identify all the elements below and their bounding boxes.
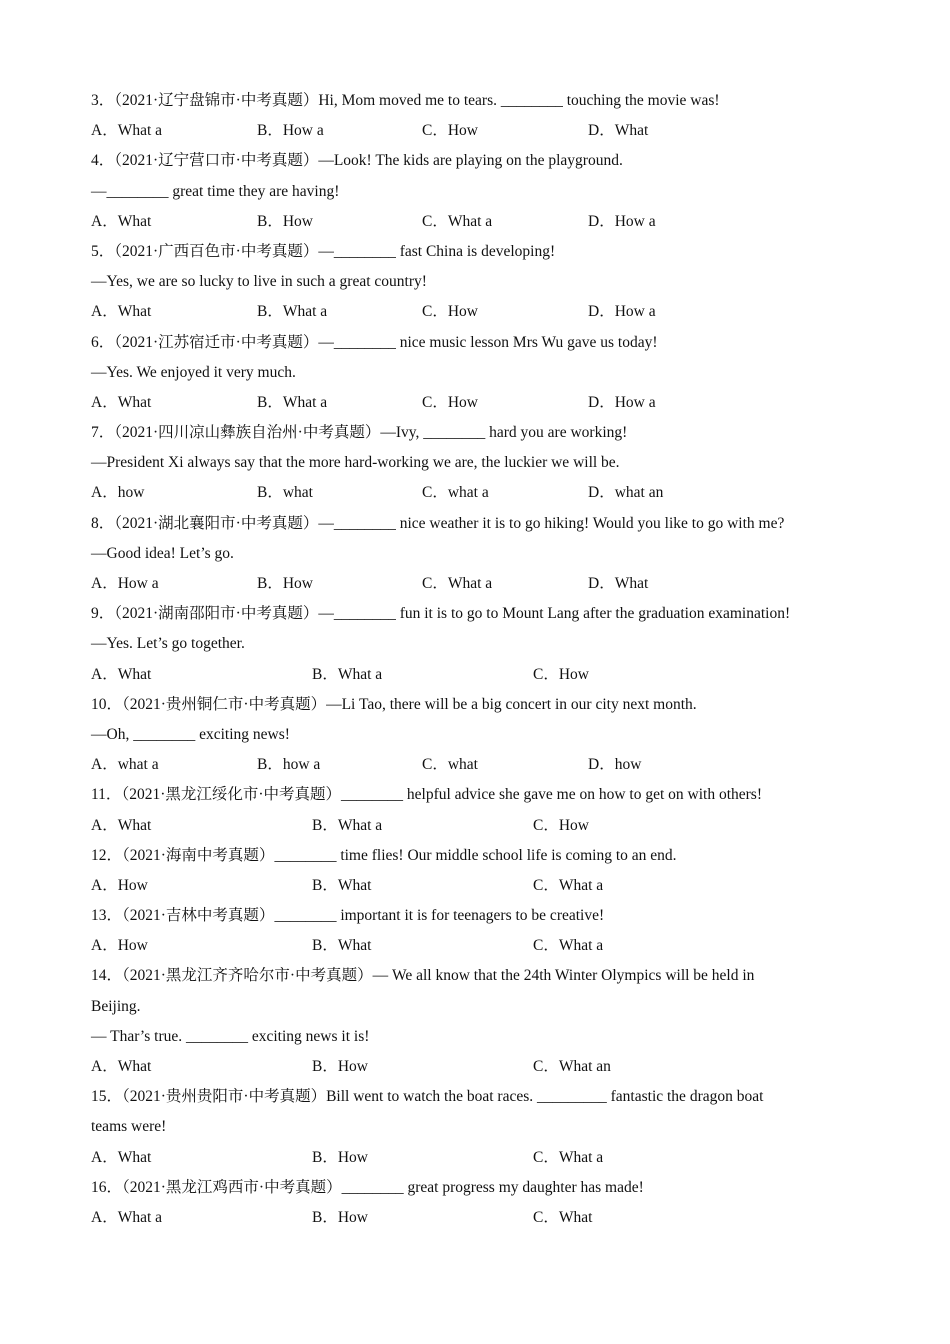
option-a[interactable]: A．What <box>91 212 152 230</box>
option-c[interactable]: C．What a <box>533 937 604 955</box>
question-source: （2021·四川凉山彝族自治州·中考真题） <box>114 424 381 442</box>
option-a[interactable]: A．What <box>91 1058 152 1075</box>
question-text: —Look! The kids are playing on the playground. <box>318 152 623 170</box>
question-number: 16． <box>91 1178 123 1196</box>
question-7 <box>91 418 866 509</box>
question-text: — We all know that the 24th Winter Olympics will be held in <box>372 967 755 985</box>
question-number: 3． <box>91 92 115 109</box>
question-10 <box>91 690 866 781</box>
option-b[interactable]: B．How <box>312 1058 368 1075</box>
question-13 <box>91 901 866 961</box>
options-row <box>91 931 866 961</box>
question-6 <box>91 328 866 419</box>
option-a[interactable]: A．how <box>91 484 145 502</box>
option-b[interactable]: B．How <box>312 1148 368 1166</box>
options-row <box>91 1052 866 1082</box>
option-b[interactable]: B．how a <box>257 756 321 774</box>
option-d[interactable]: D．what an <box>588 484 664 502</box>
option-c[interactable]: C．How <box>422 122 478 140</box>
option-d[interactable]: D．How a <box>588 212 656 230</box>
option-c[interactable]: C．How <box>533 816 589 834</box>
option-b[interactable]: B．How <box>312 1208 368 1226</box>
option-c[interactable]: C．How <box>422 303 478 321</box>
option-b[interactable]: B．What <box>312 876 372 894</box>
question-9 <box>91 599 866 690</box>
question-text-line: —Good idea! Let’s go. <box>91 544 234 562</box>
option-b[interactable]: B．What <box>312 937 372 955</box>
question-text: —________ nice music lesson Mrs Wu gave us today! <box>318 333 658 351</box>
options-row <box>91 1203 866 1233</box>
option-a[interactable]: A．How a <box>91 575 159 592</box>
options-row <box>91 660 866 690</box>
question-number: 9． <box>91 605 115 623</box>
options-row <box>91 116 866 146</box>
question-15 <box>91 1082 866 1173</box>
option-b[interactable]: B．How <box>257 575 313 592</box>
question-text: Hi, Mom moved me to tears. ________ touching the movie was! <box>318 92 720 109</box>
question-12 <box>91 841 866 901</box>
option-d[interactable]: D．What <box>588 575 649 592</box>
option-a[interactable]: A．What <box>91 816 152 834</box>
option-d[interactable]: D．How a <box>588 303 656 321</box>
option-b[interactable]: B．What a <box>257 393 328 411</box>
options-row <box>91 871 866 901</box>
question-stem <box>91 780 866 810</box>
option-b[interactable]: B．what <box>257 484 313 502</box>
question-text-line: —President Xi always say that the more hard-working we are, the luckier we will be. <box>91 454 620 472</box>
question-number: 8． <box>91 514 115 532</box>
question-text-line: —Yes. We enjoyed it very much. <box>91 363 296 381</box>
question-source: （2021·黑龙江绥化市·中考真题） <box>121 786 342 804</box>
question-text: —________ fun it is to go to Mount Lang after the graduation examination! <box>318 605 791 623</box>
question-text-line: teams were! <box>91 1118 167 1136</box>
question-number: 5． <box>91 242 115 260</box>
options-row <box>91 569 866 599</box>
option-c[interactable]: C．what <box>422 756 478 774</box>
question-stem <box>91 328 866 358</box>
option-c[interactable]: C．What <box>533 1208 593 1226</box>
option-a[interactable]: A．What a <box>91 1208 163 1226</box>
worksheet-page <box>91 86 866 1233</box>
option-a[interactable]: A．What <box>91 1148 152 1166</box>
question-text: Bill went to watch the boat races. _________ fantastic the dragon boat <box>326 1088 764 1106</box>
options-row <box>91 811 866 841</box>
question-number: 15． <box>91 1088 123 1106</box>
question-text: ________ great progress my daughter has made! <box>341 1178 644 1196</box>
question-source: （2021·黑龙江鸡西市·中考真题） <box>122 1178 342 1196</box>
question-text: ________ helpful advice she gave me on how to get on with others! <box>341 786 763 804</box>
option-b[interactable]: B．What a <box>312 665 383 683</box>
option-a[interactable]: A．What <box>91 393 152 411</box>
option-c[interactable]: C．How <box>422 393 478 411</box>
question-source: （2021·黑龙江齐齐哈尔市·中考真题） <box>122 967 373 985</box>
question-stem <box>91 961 866 991</box>
options-row <box>91 297 866 327</box>
question-source: （2021·海南中考真题） <box>122 846 275 864</box>
question-text-line: Beijing. <box>91 997 141 1015</box>
option-a[interactable]: A．How <box>91 937 148 955</box>
question-stem <box>91 901 866 931</box>
question-source: （2021·贵州铜仁市·中考真题） <box>122 695 327 713</box>
option-b[interactable]: B．What a <box>257 303 328 321</box>
options-row <box>91 1143 866 1173</box>
question-8 <box>91 509 866 600</box>
question-text: —Ivy, ________ hard you are working! <box>380 424 628 442</box>
question-stem <box>91 841 866 871</box>
question-number: 11． <box>91 786 122 804</box>
question-5 <box>91 237 866 328</box>
option-d[interactable]: D．How a <box>588 393 656 411</box>
question-text-line: — Thar’s true. ________ exciting news it is! <box>91 1027 370 1045</box>
question-stem <box>91 1173 866 1203</box>
option-a[interactable]: A．What <box>91 303 152 321</box>
option-b[interactable]: B．How a <box>257 122 324 140</box>
options-row <box>91 478 866 508</box>
question-text: ________ important it is for teenagers to be creative! <box>274 907 605 925</box>
question-source: （2021·江苏宿迁市·中考真题） <box>114 333 319 351</box>
option-c[interactable]: C．what a <box>422 484 489 502</box>
option-b[interactable]: B．What a <box>312 816 383 834</box>
question-text: —Li Tao, there will be a big concert in our city next month. <box>326 695 697 713</box>
option-c[interactable]: C．What an <box>533 1058 611 1075</box>
question-source: （2021·贵州贵阳市·中考真题） <box>122 1088 327 1106</box>
question-14 <box>91 961 866 1082</box>
options-row <box>91 207 866 237</box>
question-text: ________ time flies! Our middle school life is coming to an end. <box>274 846 677 864</box>
question-source: （2021·辽宁盘锦市·中考真题） <box>114 92 319 109</box>
option-c[interactable]: C．What a <box>422 212 493 230</box>
option-a[interactable]: A．How <box>91 876 148 894</box>
option-d[interactable]: D．What <box>588 122 649 140</box>
question-number: 7． <box>91 424 115 442</box>
question-number: 13． <box>91 907 123 925</box>
question-4 <box>91 146 866 237</box>
option-c[interactable]: C．What a <box>422 575 493 592</box>
question-source: （2021·广西百色市·中考真题） <box>114 242 319 260</box>
question-text-line: —Yes. Let’s go together. <box>91 635 245 653</box>
question-11 <box>91 780 866 840</box>
question-text: —________ nice weather it is to go hiking! Would you like to go with me? <box>318 514 785 532</box>
option-d[interactable]: D．how <box>588 756 642 774</box>
option-a[interactable]: A．what a <box>91 756 159 774</box>
question-number: 14． <box>91 967 123 985</box>
option-c[interactable]: C．How <box>533 665 589 683</box>
question-source: （2021·吉林中考真题） <box>122 907 275 925</box>
question-stem <box>91 237 866 267</box>
question-stem <box>91 146 866 176</box>
options-row <box>91 750 866 780</box>
question-16 <box>91 1173 866 1233</box>
question-stem <box>91 418 866 448</box>
question-text-line: —Yes, we are so lucky to live in such a great country! <box>91 273 427 291</box>
option-a[interactable]: A．What a <box>91 122 163 140</box>
option-c[interactable]: C．What a <box>533 1148 604 1166</box>
question-stem <box>91 509 866 539</box>
question-number: 12． <box>91 846 123 864</box>
question-stem <box>91 599 866 629</box>
question-stem <box>91 86 866 116</box>
option-a[interactable]: A．What <box>91 665 152 683</box>
question-text-line: —Oh, ________ exciting news! <box>91 725 290 743</box>
question-number: 4． <box>91 152 115 170</box>
question-text: —________ fast China is developing! <box>318 242 556 260</box>
question-number: 6． <box>91 333 115 351</box>
question-text-line: —________ great time they are having! <box>91 182 340 200</box>
question-source: （2021·湖南邵阳市·中考真题） <box>114 605 319 623</box>
question-source: （2021·辽宁营口市·中考真题） <box>114 152 319 170</box>
question-number: 10． <box>91 695 123 713</box>
question-stem <box>91 690 866 720</box>
option-b[interactable]: B．How <box>257 212 313 230</box>
option-c[interactable]: C．What a <box>533 876 604 894</box>
options-row <box>91 388 866 418</box>
question-stem <box>91 1082 866 1112</box>
question-source: （2021·湖北襄阳市·中考真题） <box>114 514 319 532</box>
question-3 <box>91 86 866 146</box>
